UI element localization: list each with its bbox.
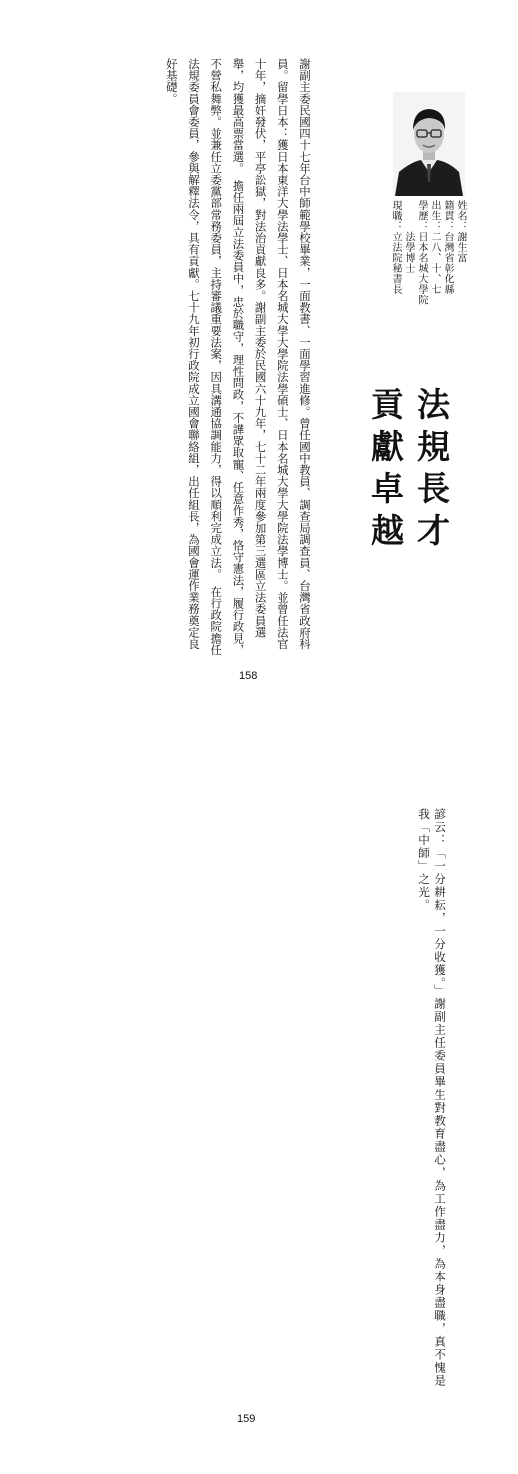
- page-number-159: 159: [237, 1413, 256, 1425]
- headline-line-2: 貢獻卓越: [366, 387, 405, 555]
- page-number-158: 158: [239, 670, 258, 682]
- profile-line-education: 學歷：日本名城大學院: [416, 200, 427, 305]
- headline-line-1: 法規長才: [412, 387, 451, 555]
- body-text-lower: 諺云：「一分耕耘，一分收獲。」謝副主任委員畢生對教育盡心，為工作盡力，為本身盡職，真不愧是我「中師」之光。: [417, 808, 447, 1388]
- profile-line-birth: 出生：二八、十、七: [429, 200, 440, 295]
- portrait-photo: [393, 92, 465, 196]
- body-text-upper: 謝副主委民國四十七年台中師範學校畢業，一面教書、一面學習進修。曾任國中教員、調查局調查員、台灣省政府科員。留學日本：獲日本東洋大學法學士、日本名城大學大學院法學碩士、日本名城大學大學院法學博士。並曾任法官十年，摘奸發伏，平亭訟獄，對法治貢獻良多。謝副主委於民國六十九年，七十二年兩度參加第三選區立法委員選舉，均獲最高票當選。 擔任兩屆立法委員中，忠於職守，理性問政，不譁眾取寵、任意作秀，恪守憲法，履行政見，不營私舞弊。並兼任立委黨部常務委員，主持審議重要法案，因具溝通協調能力，得以順利完成立法。 在行政院擔任法規委員會委員，參與解釋法令，具有貢獻。七十九年初行政院成立國會聯絡組，出任組長，為國會運作業務奠定良好基礎。: [164, 58, 312, 656]
- profile-line-name: 姓名：謝生富: [455, 200, 466, 263]
- profile-line-degree: 法學博士: [403, 200, 414, 274]
- profile-line-position: 現職：立法院秘書長: [390, 200, 401, 295]
- profile-line-origin: 籍貫：台灣省彰化縣: [442, 200, 453, 295]
